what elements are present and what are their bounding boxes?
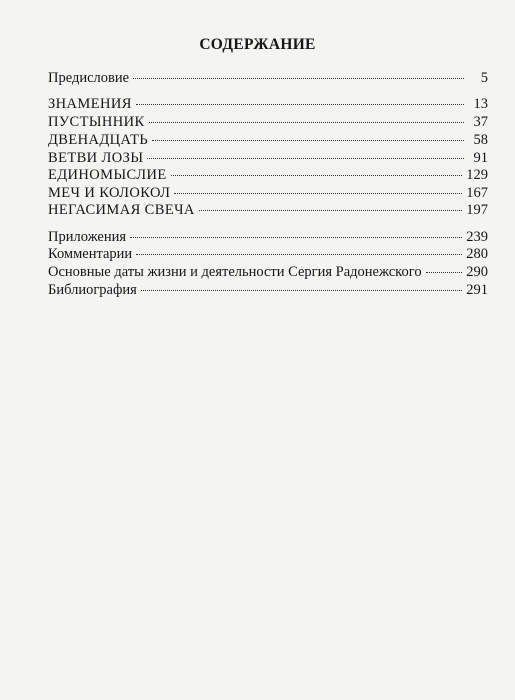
toc-entry[interactable]	[48, 282, 488, 300]
toc-entry[interactable]	[48, 246, 488, 264]
toc-entry[interactable]	[48, 229, 488, 247]
toc-entry[interactable]	[48, 264, 488, 282]
dot-leader	[171, 175, 463, 176]
toc-entry-label: Предисловие	[48, 70, 130, 86]
page-title: СОДЕРЖАНИЕ	[199, 36, 316, 53]
toc-entry-label: Основные даты жизни и деятельности Сергия Радонежского	[48, 264, 422, 280]
toc-entry-label: Приложения	[48, 229, 127, 245]
dot-leader	[149, 122, 464, 123]
toc-chapter[interactable]	[48, 96, 488, 114]
toc-chapter[interactable]	[48, 132, 488, 150]
toc-chapter-page: 58	[473, 132, 488, 148]
toc-entry-label: Библиография	[48, 282, 137, 298]
dot-leader	[174, 193, 462, 194]
toc-entry-label: Комментарии	[48, 246, 133, 262]
toc-chapter-label: ЕДИНОМЫСЛИЕ	[48, 167, 167, 183]
toc-chapter-page: 129	[466, 167, 488, 183]
toc-chapter-page: 197	[466, 202, 488, 218]
dot-leader	[152, 140, 464, 141]
toc-chapter-label: МЕЧ И КОЛОКОЛ	[48, 185, 171, 201]
toc-chapter-page: 167	[466, 185, 488, 201]
toc-chapter-label: ПУСТЫННИК	[48, 114, 145, 130]
toc-chapter-page: 13	[473, 96, 488, 112]
toc-chapter-page: 91	[473, 150, 488, 166]
toc-chapter-label: ВЕТВИ ЛОЗЫ	[48, 150, 144, 166]
toc-entry-page: 5	[480, 70, 488, 86]
toc-entry-page: 290	[466, 264, 488, 280]
toc-chapter-page: 37	[473, 114, 488, 130]
dot-leader	[141, 290, 462, 291]
toc-chapter[interactable]	[48, 202, 488, 220]
toc-entry-page: 239	[466, 229, 488, 245]
dot-leader	[130, 237, 462, 238]
toc-entry-page: 291	[466, 282, 488, 298]
dot-leader	[133, 78, 464, 79]
dot-leader	[147, 158, 464, 159]
toc-chapter[interactable]	[48, 150, 488, 168]
toc-entry-page: 280	[466, 246, 488, 262]
dot-leader	[426, 272, 463, 273]
dot-leader	[136, 104, 464, 105]
dot-leader	[199, 210, 462, 211]
toc-chapter-label: ЗНАМЕНИЯ	[48, 96, 132, 112]
dot-leader	[136, 254, 462, 255]
toc-chapter[interactable]	[48, 167, 488, 185]
toc-entry[interactable]	[48, 70, 488, 88]
toc-chapter[interactable]	[48, 185, 488, 203]
toc-chapter[interactable]	[48, 114, 488, 132]
toc-chapter-label: НЕГАСИМАЯ СВЕЧА	[48, 202, 195, 218]
toc-chapter-label: ДВЕНАДЦАТЬ	[48, 132, 149, 148]
